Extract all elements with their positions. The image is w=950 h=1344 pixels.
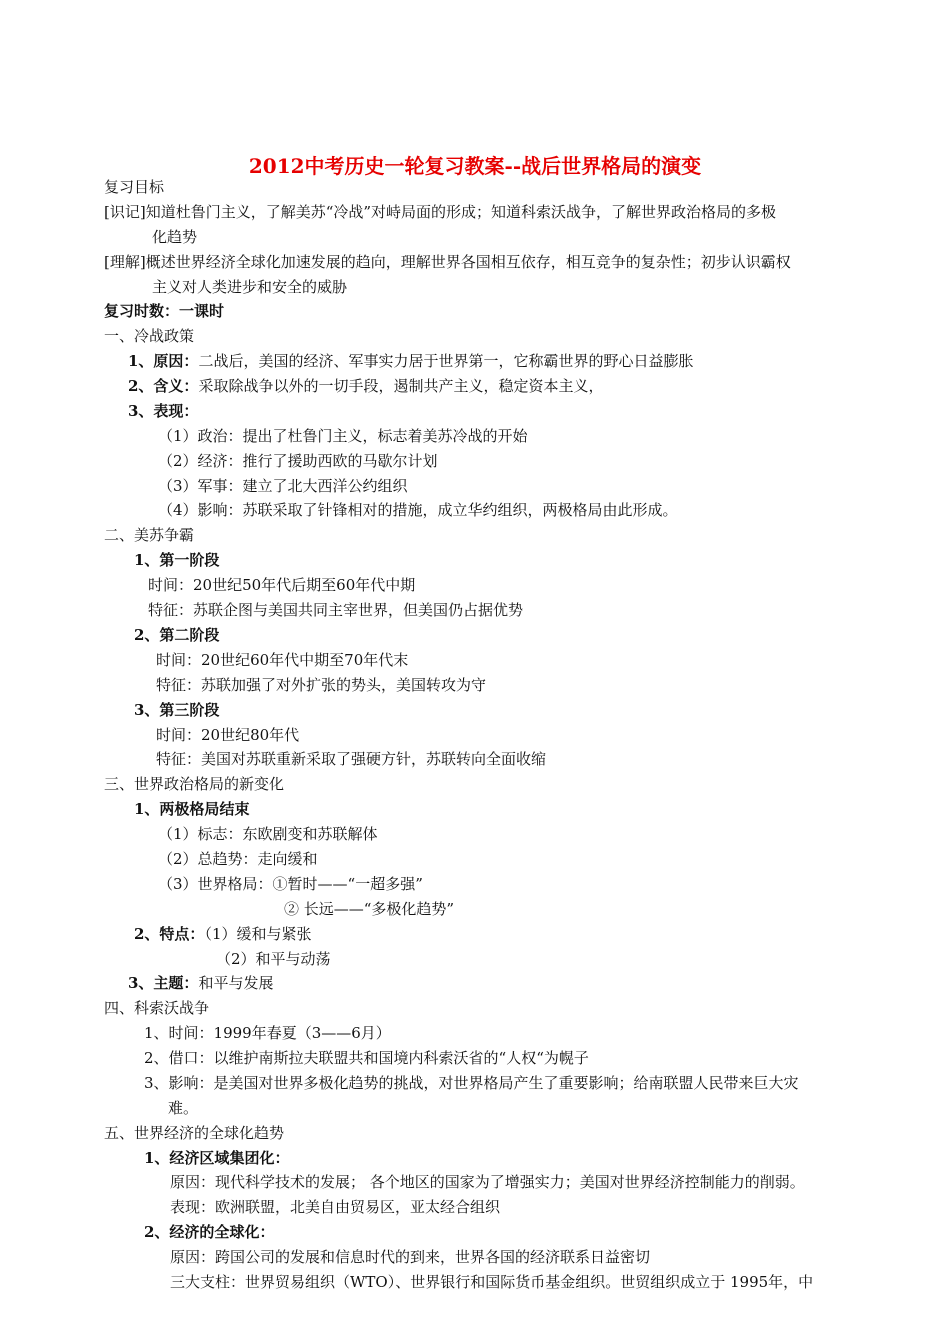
s1-show-label: 3、表现： (128, 402, 199, 420)
s5-pillars: 三大支柱：世界贸易组织（WTO）、世界银行和国际货币基金组织。世贸组织成立于 1995年，中 (170, 1273, 814, 1291)
s5-global-cause: 原因：跨国公司的发展和信息时代的到来，世界各国的经济联系日益密切 (170, 1248, 651, 1266)
goal-understand-cont: 主义对人类进步和安全的威胁 (152, 278, 348, 296)
section-5-heading: 五、世界经济的全球化趋势 (104, 1124, 285, 1142)
s2-stage-3-time: 时间：20世纪80年代 (156, 726, 300, 744)
s3-pattern-long: ② 长远——“多极化趋势” (284, 900, 455, 918)
section-1-heading: 一、冷战政策 (104, 327, 195, 345)
s1-meaning (128, 376, 603, 396)
s3-trend: （2）总趋势：走向缓和 (158, 850, 318, 868)
s2-stage-3-feature: 特征：美国对苏联重新采取了强硬方针，苏联转向全面收缩 (156, 750, 547, 768)
goal-understand-text: 概述世界经济全球化加速发展的趋向，理解世界各国相互依存，相互竞争的复杂性；初步认识霸权 (145, 253, 791, 271)
s4-time: 1、时间：1999年春夏（3——6月） (144, 1024, 391, 1042)
s4-impact-cont: 难。 (168, 1099, 199, 1117)
s3-theme (128, 973, 273, 993)
s2-stage-1-feature: 特征：苏联企图与美国共同主宰世界，但美国仍占据优势 (148, 601, 524, 619)
s3-pattern-short: （3）世界格局：①暂时——“一超多强” (158, 875, 423, 893)
s3-feat-1: （1）缓和与紧张 (204, 925, 312, 943)
s1-meaning-label: 2、含义： (128, 377, 199, 395)
s5-regional-label: 1、经济区域集团化： (144, 1149, 290, 1167)
section-3-heading: 三、世界政治格局的新变化 (104, 775, 285, 793)
s1-cause (128, 351, 693, 371)
goal-understand (104, 252, 791, 272)
goal-recall-cont: 化趋势 (152, 228, 198, 246)
s1-item-politics: （1）政治：提出了杜鲁门主义，标志着美苏冷战的开始 (158, 427, 528, 445)
s1-item-economy: （2）经济：推行了援助西欧的马歇尔计划 (158, 452, 438, 470)
s4-impact: 3、影响：是美国对世界多极化趋势的挑战，对世界格局产生了重要影响；给南联盟人民带来巨大灾 (144, 1074, 799, 1092)
section-4-heading: 四、科索沃战争 (104, 999, 210, 1017)
section-2-heading: 二、美苏争霸 (104, 526, 195, 544)
s1-cause-label: 1、原因： (128, 352, 199, 370)
s2-stage-1-label: 1、第一阶段 (134, 551, 220, 569)
goals-heading: 复习目标 (104, 178, 165, 196)
s3-feat-2: （2）和平与动荡 (216, 950, 331, 968)
goal-recall-label: [识记] (104, 203, 146, 221)
s3-feat-label: 2、特点： (134, 925, 205, 943)
s3-sign: （1）标志：东欧剧变和苏联解体 (158, 825, 378, 843)
goal-understand-label: [理解] (104, 253, 146, 271)
s4-pretext: 2、借口：以维护南斯拉夫联盟共和国境内科索沃省的“人权“为幌子 (144, 1049, 589, 1067)
s2-stage-1-time: 时间：20世纪50年代后期至60年代中期 (148, 576, 416, 594)
s3-theme-label: 3、主题： (128, 974, 199, 992)
s5-regional-cause: 原因：现代科学技术的发展； 各个地区的国家为了增强实力；美国对世界经济控制能力的削弱。 (170, 1173, 805, 1191)
s3-end-label: 1、两极格局结束 (134, 800, 250, 818)
s1-item-military: （3）军事：建立了北大西洋公约组织 (158, 477, 408, 495)
s5-regional-show: 表现：欧洲联盟，北美自由贸易区，亚太经合组织 (170, 1198, 501, 1216)
s1-item-impact: （4）影响：苏联采取了针锋相对的措施，成立华约组织，两极格局由此形成。 (158, 501, 678, 519)
review-hours: 复习时数：一课时 (104, 302, 225, 320)
s5-global-label: 2、经济的全球化： (144, 1223, 275, 1241)
s2-stage-3-label: 3、第三阶段 (134, 701, 220, 719)
s3-features (134, 924, 311, 944)
s1-cause-text: 二战后，美国的经济、军事实力居于世界第一，它称霸世界的野心日益膨胀 (198, 352, 694, 370)
goal-recall (104, 202, 776, 222)
s1-meaning-text: 采取除战争以外的一切手段，遏制共产主义，稳定资本主义， (198, 377, 604, 395)
goal-recall-text: 知道杜鲁门主义，了解美苏“冷战”对峙局面的形成；知道科索沃战争，了解世界政治格局的多极 (145, 203, 777, 221)
s2-stage-2-label: 2、第二阶段 (134, 626, 220, 644)
s2-stage-2-time: 时间：20世纪60年代中期至70年代末 (156, 651, 409, 669)
document-title: 2012中考历史一轮复习教案--战后世界格局的演变 (248, 154, 702, 178)
s2-stage-2-feature: 特征：苏联加强了对外扩张的势头，美国转攻为守 (156, 676, 487, 694)
s3-theme-text: 和平与发展 (198, 974, 274, 992)
